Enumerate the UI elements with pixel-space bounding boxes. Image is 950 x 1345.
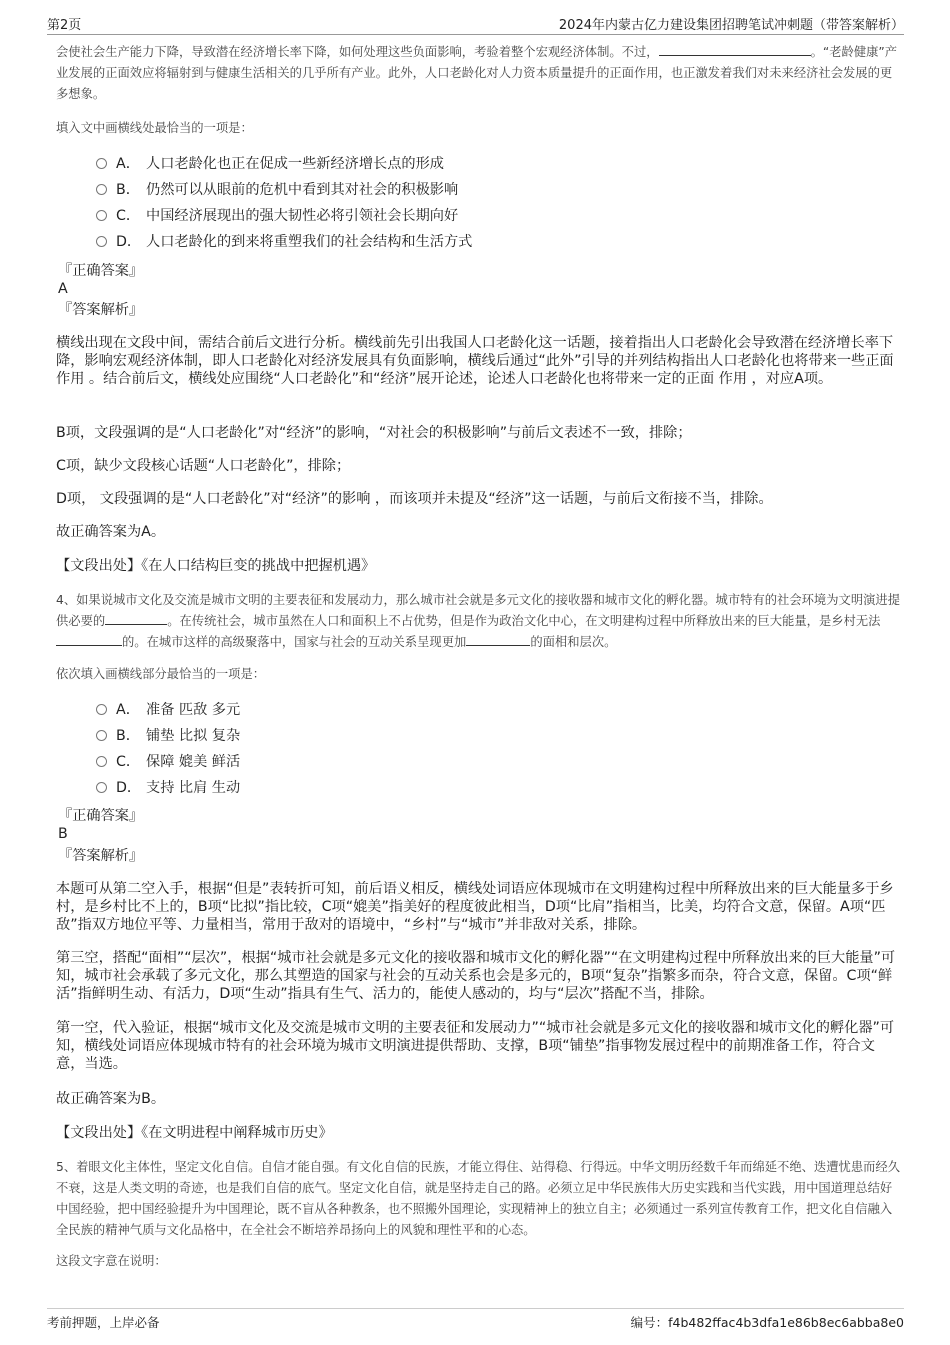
q4-option-a[interactable]: A． 准备 匹敌 多元: [96, 700, 240, 720]
radio-icon[interactable]: [96, 158, 107, 169]
q4-option-c[interactable]: C． 保障 媲美 鲜活: [96, 752, 240, 772]
analysis-paragraph: 第三空，搭配“面相”“层次”，根据“城市社会就是多元文化的接收器和城市文化的孵化器”“在文明建构过程中所释放出来的巨大能量”可知，城市社会承载了多元文化，那么其塑造的国家与社会的互动关系也会是多元的，B项“复杂”指繁多而杂，符合文意，保留。C项“鲜活”指鲜明生动、有活力，D项“生动”指具有生气、活力的，能使人感动的，均与“层次”搭配不当，排除。: [56, 950, 896, 1002]
q3-option-b[interactable]: B． 仍然可以从眼前的危机中看到其对社会的积极影响: [96, 180, 458, 200]
radio-icon[interactable]: [96, 730, 107, 741]
radio-icon[interactable]: [96, 236, 107, 247]
answer-value: A: [58, 281, 68, 297]
document-id: 编号：f4b482ffac4b3dfa1e86b8ec6abba8e0: [630, 1315, 904, 1330]
q3-prompt: 填入文中画横线处最恰当的一项是：: [56, 121, 253, 135]
document-title: 2024年内蒙古亿力建设集团招聘笔试冲刺题（带答案解析）: [558, 18, 904, 33]
answer-label: 『正确答案』: [58, 808, 144, 824]
radio-icon[interactable]: [96, 782, 107, 793]
analysis-paragraph: 第一空，代入验证，根据“城市文化及交流是城市文明的主要表征和发展动力”“城市社会就是多元文化的接收器和城市文化的孵化器”可知，横线处词语应体现城市特有的社会环境为城市文明演进提供帮助、支撑，B项“铺垫”指事物发展过程中的前期准备工作，符合文意，当选。: [56, 1020, 895, 1072]
analysis-paragraph: B项，文段强调的是“人口老龄化”对“经济”的影响，“对社会的积极影响”与前后文表述不一致，排除；: [56, 425, 692, 441]
analysis-paragraph: D项， 文段强调的是“人口老龄化”对“经济”的影响 ，而该项并未提及“经济”这一话题，与前后文衔接不当，排除。: [56, 491, 773, 507]
fill-blank: [105, 611, 167, 625]
q4-option-d[interactable]: D． 支持 比肩 生动: [96, 778, 240, 798]
analysis-label: 『答案解析』: [58, 302, 144, 318]
page-number: 第2页: [47, 18, 82, 33]
q3-passage: 会使社会生产能力下降，导致潜在经济增长率下降，如何处理这些负面影响，考验着整个宏观经济体制。不过， 。“老龄健康”产业发展的正面效应将辐射到与健康生活相关的几乎所有产业。此外，人口老龄化对人力资本质量提升的正面作用，也正激发着我们对未来经济社会发展的更多想象。: [56, 42, 900, 105]
footer-divider: [47, 1308, 904, 1309]
fill-blank: [659, 42, 811, 56]
radio-icon[interactable]: [96, 184, 107, 195]
radio-icon[interactable]: [96, 704, 107, 715]
footer-slogan: 考前押题，上岸必备: [47, 1315, 160, 1330]
answer-value: B: [58, 826, 68, 842]
analysis-conclusion: 故正确答案为B。: [56, 1091, 166, 1107]
fill-blank: [466, 632, 530, 646]
radio-icon[interactable]: [96, 756, 107, 767]
analysis-conclusion: 故正确答案为A。: [56, 524, 166, 540]
analysis-paragraph: 本题可从第二空入手，根据“但是”表转折可知，前后语义相反，横线处词语应体现城市在文明建构过程中所释放出来的巨大能量多于乡村，是乡村比不上的，B项“比拟”指比较，C项“媲美”指美好的程度彼此相当，D项“比肩”指相当，比美，均符合文意，保留。A项“匹敌”指双方地位平等、力量相当，常用于敌对的语境中，“乡村”与“城市”并非敌对关系，排除。: [56, 881, 894, 933]
source-citation: 【文段出处】《在文明进程中阐释城市历史》: [56, 1125, 333, 1141]
q3-option-c[interactable]: C． 中国经济展现出的强大韧性必将引领社会长期向好: [96, 206, 458, 226]
q4-option-b[interactable]: B． 铺垫 比拟 复杂: [96, 726, 240, 746]
radio-icon[interactable]: [96, 210, 107, 221]
q4-passage: 4、如果说城市文化及交流是城市文明的主要表征和发展动力，那么城市社会就是多元文化的接收器和城市文化的孵化器。城市特有的社会环境为文明演进提供必要的 。在传统社会，城市虽然在人口和面积上不占优势，但是作为政治文化中心，在文明建构过程中所释放出来的巨大能量，是乡村无法的。在城市这样的高级聚落中，国家与社会的互动关系呈现更加 的面相和层次。: [56, 593, 901, 649]
analysis-paragraph: 横线出现在文段中间，需结合前后文进行分析。横线前先引出我国人口老龄化这一话题，接着指出人口老龄化会导致潜在经济增长率下降，影响宏观经济体制，即人口老龄化对经济发展具有负面影响，横线后通过“此外”引导的并列结构指出人口老龄化也将带来一些正面 作用 。结合前后文，横线处应围绕“人口老龄化”和“经济”展开论述，论述人口老龄化也将带来一定的正面 作用 ，对应A项。: [56, 335, 894, 387]
q3-option-a[interactable]: A． 人口老龄化也正在促成一些新经济增长点的形成: [96, 154, 444, 174]
q3-option-d[interactable]: D． 人口老龄化的到来将重塑我们的社会结构和生活方式: [96, 232, 472, 252]
analysis-label: 『答案解析』: [58, 848, 144, 864]
q4-prompt: 依次填入画横线部分最恰当的一项是：: [56, 667, 266, 681]
fill-blank: [56, 632, 122, 646]
answer-label: 『正确答案』: [58, 263, 144, 279]
page-header: [47, 12, 904, 35]
source-citation: 【文段出处】《在人口结构巨变的挑战中把握机遇》: [56, 558, 376, 574]
q5-prompt: 这段文字意在说明：: [56, 1254, 167, 1268]
analysis-paragraph: C项，缺少文段核心话题“人口老龄化”，排除；: [56, 458, 351, 474]
q5-passage: 5、着眼文化主体性，坚定文化自信。自信才能自强。有文化自信的民族，才能立得住、站得稳、行得远。中华文明历经数千年而绵延不绝、迭遭忧患而经久不衰，这是人类文明的奇迹，也是我们自信的底气。坚定文化自信，就是坚持走自己的路。必须立足中华民族伟大历史实践和当代实践，用中国道理总结好中国经验，把中国经验提升为中国理论，既不盲从各种教条，也不照搬外国理论，实现精神上的独立自主；必须通过一系列宣传教育工作，把文化自信融入全民族的精神气质与文化品格中，在全社会不断培养昂扬向上的风貌和理性平和的心态。: [56, 1160, 901, 1237]
